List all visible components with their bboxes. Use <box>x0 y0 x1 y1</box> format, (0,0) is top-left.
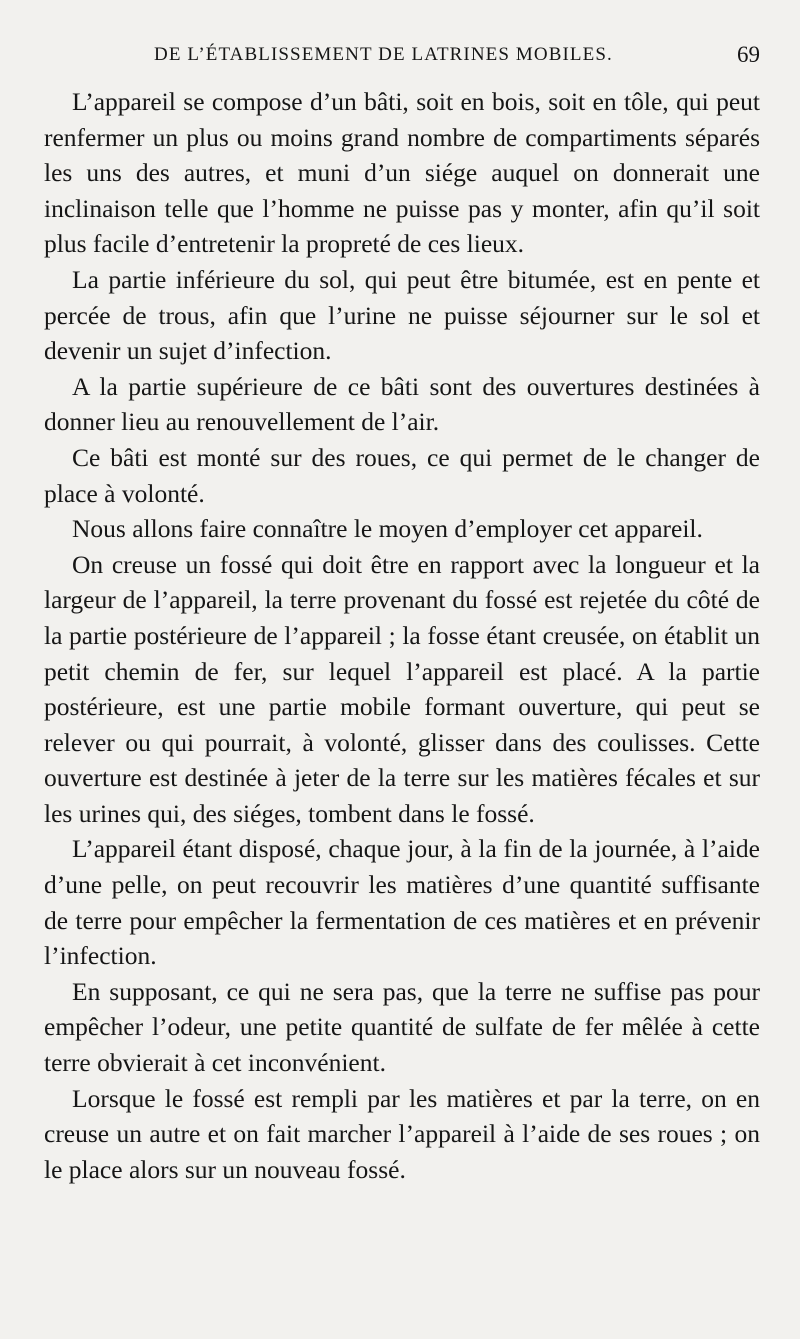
running-header <box>44 44 760 74</box>
paragraph: Nous allons faire connaître le moyen d’employer cet appareil. <box>72 514 703 544</box>
paragraph: La partie inférieure du sol, qui peut être bitumée, est en pente et percée de trous, afin que l’urine ne puisse séjourner sur le sol et devenir un sujet d’infection. <box>44 264 760 366</box>
body-text <box>44 84 760 1187</box>
paragraph: Ce bâti est monté sur des roues, ce qui permet de le changer de place à volonté. <box>44 442 760 508</box>
running-title: DE L’ÉTABLISSEMENT DE LATRINES MOBILES. <box>154 44 613 65</box>
page-number: 69 <box>737 42 760 67</box>
paragraph: L’appareil se compose d’un bâti, soit en bois, soit en tôle, qui peut renfermer un plus ou moins grand nombre de compartiments séparés les uns des autres, et muni d’un siége auquel on donnerait une inclinaison telle que l’homme ne puisse pas y monter, afin qu’il soit plus facile d’entretenir la propreté de ces lieux. <box>44 87 760 259</box>
paragraph: En supposant, ce qui ne sera pas, que la terre ne suffise pas pour empêcher l’odeur, une petite quantité de sulfate de fer mêlée à cette terre obvierait à cet inconvénient. <box>44 976 760 1078</box>
paragraph: Lorsque le fossé est rempli par les matières et par la terre, on en creuse un autre et on fait marcher l’appareil à l’aide de ses roues ; on le place alors sur un nouveau fossé. <box>44 1083 760 1184</box>
paragraph: A la partie supérieure de ce bâti sont des ouvertures destinées à donner lieu au renouvellement de l’air. <box>44 371 760 437</box>
paragraph: L’appareil étant disposé, chaque jour, à la fin de la journée, à l’aide d’une pelle, on peut recouvrir les matières d’une quantité suffisante de terre pour empêcher la fermentation de ces matières et en prévenir l’infection. <box>44 834 760 971</box>
paragraph: On creuse un fossé qui doit être en rapport avec la longueur et la largeur de l’appareil, la terre provenant du fossé est rejetée du côté de la partie postérieure de l’appareil ; la fosse étant creusée, on établit un petit chemin de fer, sur lequel l’appareil est placé. A la partie postérieure, est une partie mobile formant ouverture, qui peut se relever ou qui pourrait, à volonté, glisser dans des coulisses. Cette ouverture est destinée à jeter de la terre sur les matières fécales et sur les urines qui, des siéges, tombent dans le fossé. <box>44 549 760 828</box>
